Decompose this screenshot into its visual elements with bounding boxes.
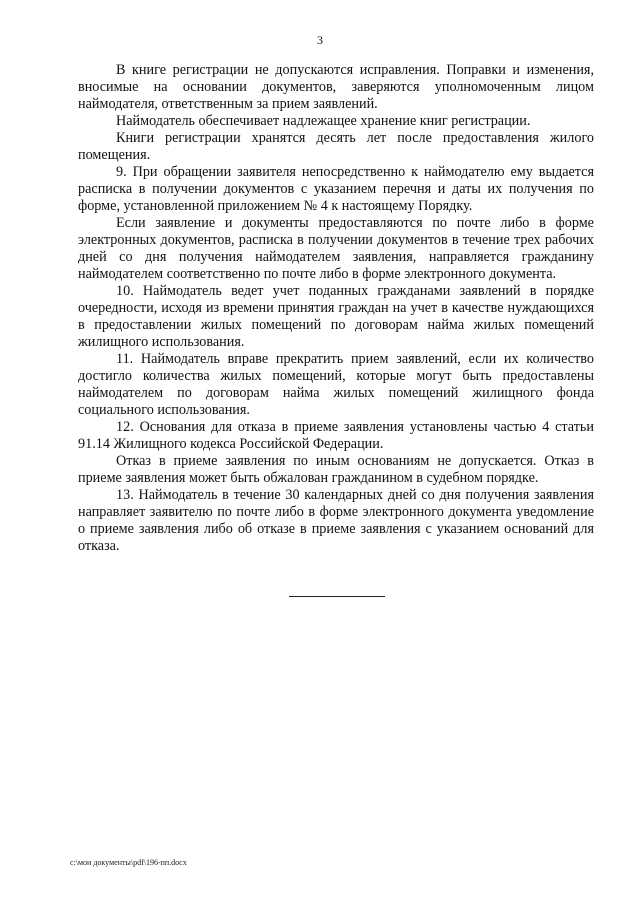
paragraph-storage-duty: Наймодатель обеспечивает надлежащее хранение книг регистрации. bbox=[116, 113, 531, 129]
footer-file-path: c:\мои документы\pdf\196-пп.docx bbox=[70, 858, 187, 867]
paragraph-storage-term: Книги регистрации хранятся десять лет после предоставления жилого помещения. bbox=[78, 130, 594, 163]
end-of-text-divider bbox=[289, 596, 385, 597]
paragraph-electronic-submission: Если заявление и документы предоставляются по почте либо в форме электронных документов, расписка в получении документов в течение трех рабочих дней со дня получения наймодателем заявления, направляется гражданину наймодателем соответственно по почте либо в форме электронного документа. bbox=[78, 215, 594, 282]
paragraph-item-9: 9. При обращении заявителя непосредственно к наймодателю ему выдается расписка в получении документов с указанием перечня и даты их получения по форме, установленной приложением № 4 к настоящему Порядку. bbox=[78, 164, 594, 214]
paragraph-item-12: 12. Основания для отказа в приеме заявления установлены частью 4 статьи 91.14 Жилищного кодекса Российской Федерации. bbox=[78, 419, 594, 452]
paragraph-registration-corrections: В книге регистрации не допускаются исправления. Поправки и изменения, вносимые на основании документов, заверяются уполномоченным лицом наймодателя, ответственным за прием заявлений. bbox=[78, 62, 594, 112]
paragraph-refusal-appeal: Отказ в приеме заявления по иным основаниям не допускается. Отказ в приеме заявления может быть обжалован гражданином в судебном порядке. bbox=[78, 453, 594, 486]
paragraph-item-13: 13. Наймодатель в течение 30 календарных дней со дня получения заявления направляет заявителю по почте либо в форме электронного документа уведомление о приеме заявления либо об отказе в приеме заявления с указанием оснований для отказа. bbox=[78, 487, 594, 554]
paragraph-item-11: 11. Наймодатель вправе прекратить прием заявлений, если их количество достигло количества жилых помещений, которые могут быть предоставлены наймодателем по договорам найма жилых помещений жилищного фонда социального использования. bbox=[78, 351, 594, 418]
paragraph-item-10: 10. Наймодатель ведет учет поданных гражданами заявлений в порядке очередности, исходя из времени принятия граждан на учет в качестве нуждающихся в предоставлении жилых помещений по договорам найма жилых помещений жилищного использования. bbox=[78, 283, 594, 350]
document-body bbox=[78, 62, 594, 555]
page-number: 3 bbox=[317, 33, 323, 47]
